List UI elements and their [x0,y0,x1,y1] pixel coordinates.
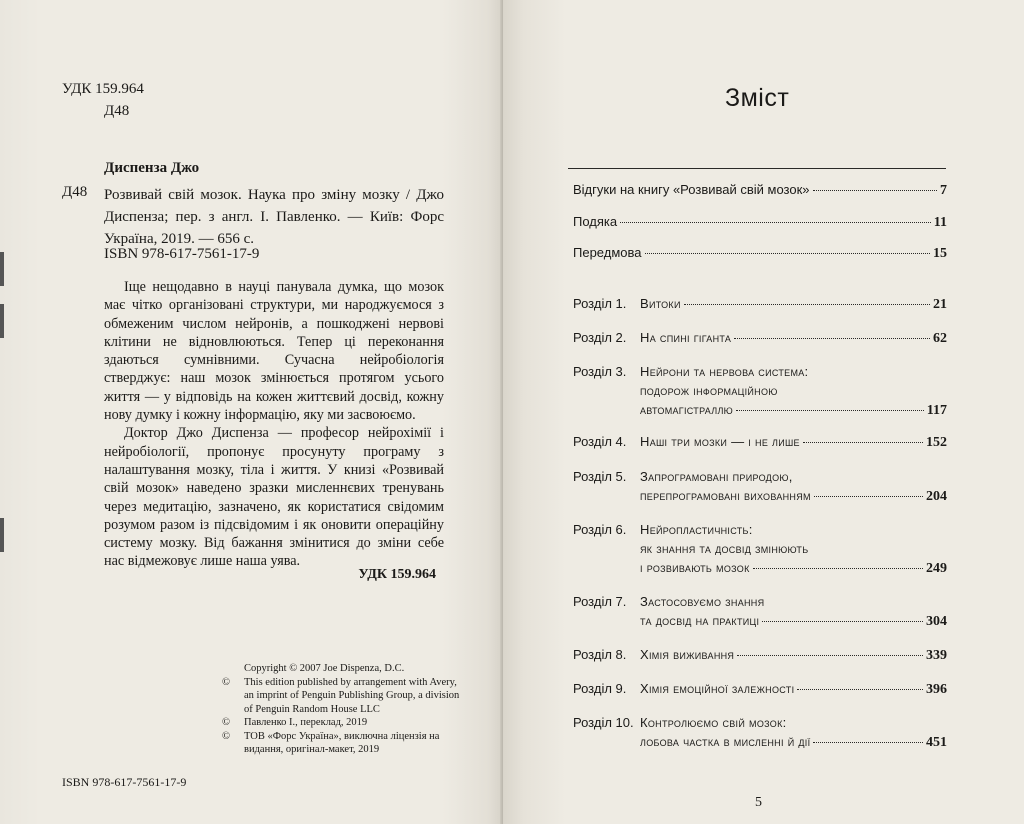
copyright-symbol: © [222,676,230,688]
copyright-symbol: © [222,717,230,728]
index-code-2: Д48 [62,184,88,200]
toc-page-number: 249 [926,561,947,576]
chapter-title-line [640,611,947,630]
index-code: Д48 [104,103,130,119]
chapter-title: як знання та досвід змінюють [640,541,809,556]
left-page [0,0,503,824]
toc-page-number: 117 [926,403,947,418]
leader-dots [620,212,931,223]
chapter-title: Нейрони та нервова система: [640,364,809,379]
chapter-body [640,520,947,577]
chapter-title: Хімія виживання [640,647,735,662]
chapter-title-line [640,679,947,698]
copyright-symbol [222,662,244,676]
toc-page-number: 396 [926,682,947,697]
chapter-title-line [640,328,947,347]
annotation-paragraph: Іще нещодавно в науці панувала думка, що мозок має чітко організовані структури, ми народжуємося з обмеженим числом нейронів, а пошкоджені нервові клітини не відновлюються. Тепер ці переконання здаються сумнівними. Сучасна нейробіологія стверджує: наш мозок змінюється протягом усього життя — у відповідь на кожен життєвий досвід, кожну нову думку і кожну інформацію, яку ми засвоюємо. [104,279,444,424]
toc-page-number: 62 [933,331,947,346]
chapter-body [640,645,947,664]
chapter-title-line [640,294,947,313]
chapter-title: лобова частка в мисленні й дії [640,734,811,749]
copyright-line [222,730,462,757]
toc-page-number: 304 [926,614,947,629]
leader-dots [803,432,923,443]
toc-entry [573,243,947,263]
udk-footer: УДК 159.964 [358,567,436,582]
toc-page-number: 21 [933,297,947,312]
toc-page-number: 451 [926,735,947,750]
leader-dots [813,732,923,743]
chapter-title-line [640,539,947,558]
leader-dots [684,294,930,305]
leader-dots [737,645,923,656]
chapter-label: Розділ 6. [573,522,627,537]
chapter-title-line [640,520,947,539]
chapter-title: автомагістраллю [640,402,734,417]
toc-divider [568,168,946,169]
chapter-title: і розвивають мозок [640,560,750,575]
copyright-line [222,676,462,717]
chapter-title: Витоки [640,296,681,311]
chapter-title-line [640,732,947,751]
chapter-title: Застосовуємо знання [640,594,765,609]
chapter-body [640,328,947,347]
chapter-title-line [640,400,947,419]
page-number: 5 [755,795,762,810]
bibliographic-entry: Розвивай свій мозок. Наука про зміну мозку / Джо Диспенза; пер. з англ. І. Павленко. — Київ: Форс Україна, 2019. — 656 с. [104,187,444,247]
copyright-line [222,662,462,676]
toc-entry-title: Передмова [573,245,642,260]
chapter-title: Хімія емоційної залежності [640,681,795,696]
leader-dots [762,611,923,622]
chapter-title-line [640,558,947,577]
chapter-body [640,679,947,698]
copyright-text: Copyright © 2007 Joe Dispenza, D.C. [244,663,405,674]
chapter-label: Розділ 2. [573,330,627,345]
toc-page-number: 7 [940,183,947,198]
chapter-body [640,713,947,751]
contents-title: Зміст [725,84,790,112]
chapter-title: та досвід на практиці [640,613,760,628]
chapter-title-line [640,467,947,486]
chapter-title: перепрограмовані вихованням [640,488,811,503]
chapter-title-line [640,381,947,400]
chapter-body [640,362,947,419]
leader-dots [645,243,931,254]
toc-page-number: 11 [933,215,947,230]
leader-dots [813,180,937,191]
chapter-title: Контролюємо свій мозок: [640,715,787,730]
toc-page-number: 204 [926,489,947,504]
chapter-label: Розділ 1. [573,296,627,311]
chapter-label: Розділ 7. [573,594,627,609]
chapter-body [640,467,947,505]
copyright-line [222,716,462,730]
chapter-body [640,432,947,451]
chapter-body [640,592,947,630]
chapter-label: Розділ 10. [573,715,634,730]
chapter-title-line [640,713,947,732]
toc-entry-title: Відгуки на книгу «Розвивай свій мозок» [573,182,810,197]
author-name: Диспенза Джо [104,160,200,176]
copyright-block [222,662,462,757]
leader-dots [753,558,923,569]
chapter-title: Нейропластичність: [640,522,753,537]
chapter-label: Розділ 4. [573,434,627,449]
toc-page-number: 15 [933,246,947,261]
chapter-title-line [640,486,947,505]
chapter-title-line [640,362,947,381]
chapter-label: Розділ 3. [573,364,627,379]
annotation [104,278,444,571]
page-edge-mark [0,518,4,552]
copyright-text: ТОВ «Форс Україна», виключна ліцензія на видання, оригінал-макет, 2019 [244,730,440,755]
toc-page-number: 339 [926,648,947,663]
leader-dots [736,400,924,411]
chapter-body [640,294,947,313]
chapter-title: Наші три мозки — і не лише [640,434,800,449]
page-edge-mark [0,304,4,338]
copyright-text: This edition published by arrangement with Avery, an imprint of Penguin Publishing Group, a division of Penguin Random House LLC [244,676,460,715]
chapter-title: подорож інформаційною [640,383,778,398]
chapter-title-line [640,645,947,664]
chapter-title-line [640,432,947,451]
chapter-label: Розділ 9. [573,681,627,696]
udk-header: УДК 159.964 [62,81,144,97]
leader-dots [814,486,923,497]
toc-page-number: 152 [926,435,947,450]
copyright-symbol: © [222,730,230,742]
chapter-label: Розділ 8. [573,647,627,662]
leader-dots [797,679,923,690]
page-edge-mark [0,252,4,286]
isbn: ISBN 978-617-7561-17-9 [104,246,260,262]
toc-entry [573,212,947,232]
chapter-title: Запрограмовані природою, [640,469,793,484]
copyright-text: Павленко І., переклад, 2019 [244,717,368,728]
leader-dots [734,328,930,339]
chapter-title: На спині гіганта [640,330,732,345]
annotation-paragraph: Доктор Джо Диспенза — професор нейрохімії і нейробіології, пропонує просунуту програму з налаштування мозку, тіла і життя. У книзі «Розвивай свій мозок» наведено зразки мисленнєвих тренувань через медитацію, зазначено, як користатися свідомим розумом разом із підсвідомим і як оновити операційну систему мозку. Від бажання змінитися до зміни себе нас відмежовує лише наша уява. [104,425,444,570]
toc-entry [573,180,947,200]
chapter-label: Розділ 5. [573,469,627,484]
toc-entry-title: Подяка [573,214,618,229]
isbn-bottom: ISBN 978-617-7561-17-9 [62,775,187,789]
chapter-title-line [640,592,947,611]
